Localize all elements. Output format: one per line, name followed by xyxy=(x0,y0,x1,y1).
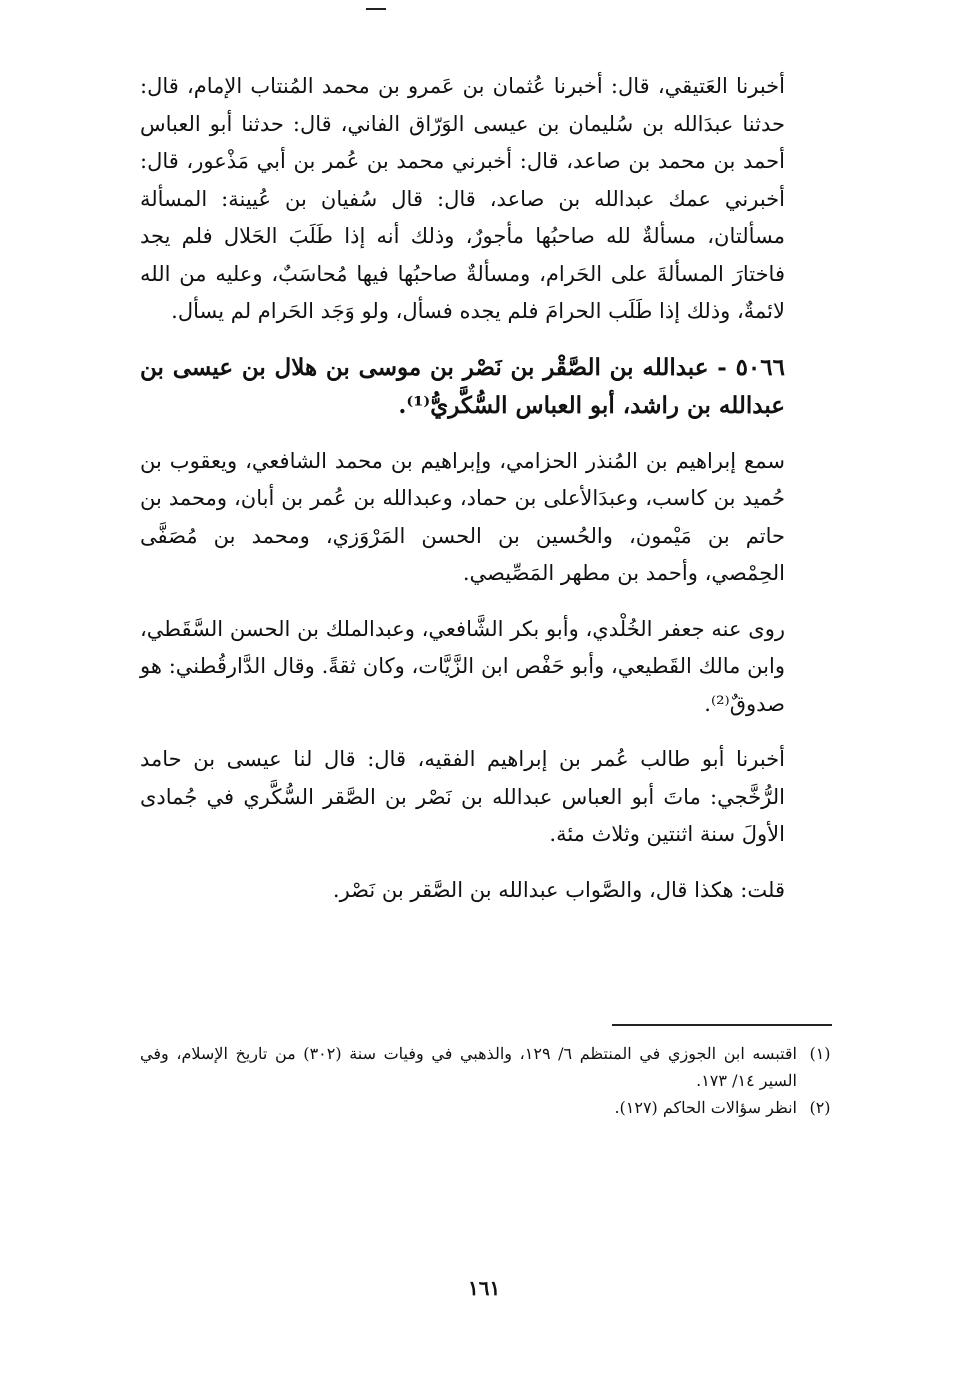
biography-heading xyxy=(140,349,843,425)
paragraph-text: أخبرنا العَتيقي، قال: أخبرنا عُثمان بن عَمرو بن محمد المُنتاب الإمام، قال: حدثنا عبدَالله بن سُليمان بن عيسى الوَرّاق الفاني، قال: حدثنا أبو العباس أحمد بن محمد بن صاعد، قال: أخبرني محمد بن عُمر بن أبي مَذْعور، قال: أخبرني عمك عبدالله بن صاعد، قال: قال سُفيان بن عُيينة: المسألة مسألتان، مسألةٌ لله صاحبُها مأجورٌ، وذلك أنه إذا طَلَبَ الحَلال فلم يجد فاختارَ المسألةَ على الحَرام، ومسألةٌ صاحبُها فيها مُحاسَبٌ، وعليه من الله لائمةٌ، وذلك إذا طَلَب الحرامَ فلم يجده فسأل، ولو وَجَد الحَرام لم يسأل. xyxy=(140,74,785,323)
footnote-text: اقتبسه ابن الجوزي في المنتظم ٦/ ١٢٩، والذهبي في وفيات سنة (٣٠٢) من تاريخ الإسلام، وفي السير ١٤/ ١٧٣. xyxy=(140,1044,797,1090)
main-text xyxy=(140,68,843,927)
paragraph-text: سمع إبراهيم بن المُنذر الحزامي، وإبراهيم بن محمد الشافعي، ويعقوب بن حُميد بن كاسب، وعبدَالأعلى بن حماد، وعبدالله بن عُمر بن أبان، ومحمد بن حاتم بن مَيْمون، والحُسين بن الحسن المَرْوَزي، ومحمد بن مُصَفَّى الحِمْصي، وأحمد بن مطهر المَصِّيصي. xyxy=(140,448,785,585)
footnote-separator xyxy=(612,1024,832,1026)
paragraph-death-report xyxy=(140,741,843,854)
heading-text: ٥٠٦٦ - عبدالله بن الصَّقْر بن نَصْر بن موسى بن هلال بن عيسى بن عبدالله بن راشد، أبو العباس السُّكَّريُّ⁽¹⁾. xyxy=(140,353,785,419)
footnote-number: (١) xyxy=(809,1044,831,1063)
paragraph-text: قلت: هكذا قال، والصَّواب عبدالله بن الصَّقر بن نَصْر. xyxy=(332,877,785,902)
footnote-text: انظر سؤالات الحاكم (١٢٧). xyxy=(614,1098,797,1117)
paragraph-text: أخبرنا أبو طالب عُمر بن إبراهيم الفقيه، قال: قال لنا عيسى بن حامد الرُّخَّجي: ماتَ أبو العباس عبدالله بن نَصْر بن الصَّقر السُّكَّري في جُمادى الأولَ سنة اثنتين وثلاث مئة. xyxy=(140,747,785,846)
top-margin-mark xyxy=(366,8,386,10)
paragraph-chain-of-narration xyxy=(140,68,843,331)
paragraph-text: روى عنه جعفر الخُلْدي، وأبو بكر الشَّافعي، وعبدالملك بن الحسن السَّقَطي، وابن مالك القَطيعي، وأبو حَفْص ابن الزَّيَّات، وكان ثقةً. وقال الدَّارقُطني: هو صدوقٌ⁽²⁾. xyxy=(140,616,785,716)
footnote-number: (٢) xyxy=(809,1098,831,1117)
footnotes xyxy=(140,1040,843,1121)
footnote-1 xyxy=(140,1040,843,1094)
paragraph-correction xyxy=(140,872,843,910)
paragraph-heard-from xyxy=(140,443,843,593)
footnote-2 xyxy=(140,1094,843,1121)
paragraph-narrated-by xyxy=(140,611,843,724)
page-number: ١٦١ xyxy=(468,1276,501,1300)
